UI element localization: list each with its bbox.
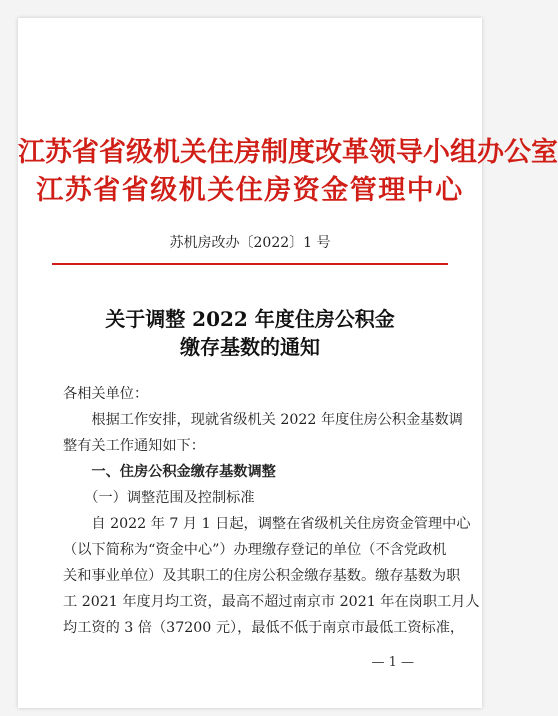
paragraph-2-line-5: 均工资的 3 倍（37200 元），最低不低于南京市最低工资标准， xyxy=(63,620,465,636)
issuer-line-2: 江苏省省级机关住房资金管理中心 xyxy=(36,175,464,206)
document-title-line-2: 缴存基数的通知 xyxy=(180,335,320,359)
paragraph-2-line-2: （以下简称为“资金中心”）办理缴存登记的单位（不含党政机 xyxy=(63,542,447,558)
salutation: 各相关单位： xyxy=(63,386,149,402)
document-number: 苏机房改办〔2022〕1 号 xyxy=(169,235,331,251)
paragraph-1-line-1: 根据工作安排，现就省级机关 2022 年度住房公积金基数调 xyxy=(63,412,463,428)
section-heading-1: 一、住房公积金缴存基数调整 xyxy=(63,464,276,480)
paragraph-2-line-3: 关和事业单位）及其职工的住房公积金缴存基数。缴存基数为职 xyxy=(63,568,461,584)
subsection-heading-1: （一）调整范围及控制标准 xyxy=(63,490,255,506)
document-page xyxy=(18,18,558,708)
red-divider xyxy=(52,263,448,265)
paragraph-1-line-2: 整有关工作通知如下： xyxy=(63,438,205,454)
document-title-line-1: 关于调整 2022 年度住房公积金 xyxy=(105,307,395,331)
page-number: — 1 — xyxy=(371,655,414,670)
issuer-line-1: 江苏省省级机关住房制度改革领导小组办公室 xyxy=(18,137,558,168)
paragraph-2-line-1: 自 2022 年 7 月 1 日起，调整在省级机关住房资金管理中心 xyxy=(63,516,471,532)
paragraph-2-line-4: 工 2021 年度月均工资，最高不超过南京市 2021 年在岗职工月人 xyxy=(63,594,480,610)
